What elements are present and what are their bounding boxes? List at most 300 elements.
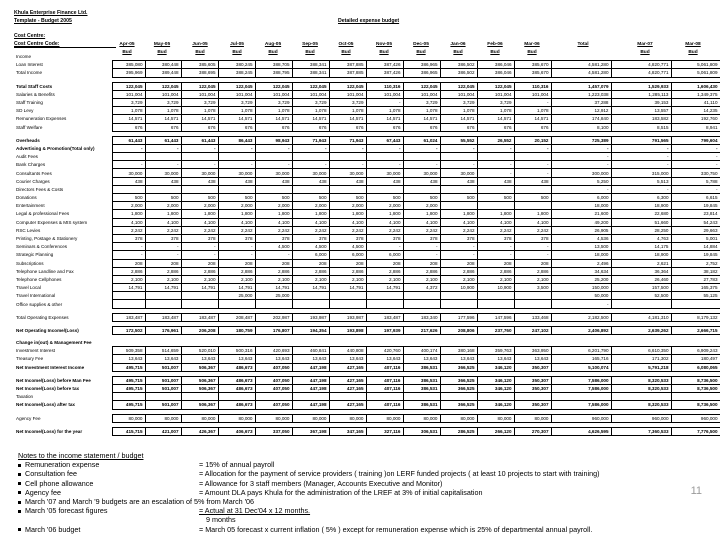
cell[interactable]: 346,120	[477, 401, 514, 409]
cell[interactable]: 206,208	[181, 326, 218, 334]
cell[interactable]: 208	[477, 259, 514, 267]
cell[interactable]	[255, 300, 292, 308]
cell[interactable]	[403, 300, 440, 308]
cell[interactable]: 509,358	[112, 347, 145, 355]
cell[interactable]: -	[611, 161, 671, 169]
cell[interactable]: 2,886	[329, 267, 366, 275]
cell[interactable]: 514,659	[145, 347, 181, 355]
cell[interactable]: -	[440, 144, 477, 152]
cell[interactable]: 8,736,500	[671, 401, 720, 409]
cell[interactable]: 386,531	[403, 384, 440, 392]
cell[interactable]: 71,943	[292, 136, 329, 144]
cell[interactable]: 380,245	[218, 61, 255, 69]
cell[interactable]: 1,078	[514, 107, 551, 115]
cell[interactable]: 122,045	[255, 82, 292, 90]
cell[interactable]: 2,000	[403, 202, 440, 210]
cell[interactable]: 407,116	[366, 384, 403, 392]
cell[interactable]	[514, 185, 551, 193]
cell[interactable]: 122,045	[181, 82, 218, 90]
cell[interactable]: 3,729	[218, 98, 255, 106]
cell[interactable]: 19,845	[671, 202, 720, 210]
cell[interactable]: -	[403, 144, 440, 152]
cell[interactable]: 350,307	[514, 376, 551, 384]
cell[interactable]: 1,078	[218, 107, 255, 115]
cell[interactable]: 101,004	[477, 90, 514, 98]
cell[interactable]: -	[255, 144, 292, 152]
cell[interactable]: 2,886	[218, 267, 255, 275]
cell[interactable]: 14,571	[255, 115, 292, 123]
cell[interactable]: 440,808	[329, 347, 366, 355]
cell[interactable]: 346,120	[477, 363, 514, 371]
cell[interactable]	[181, 393, 218, 401]
cell[interactable]: 386,531	[403, 401, 440, 409]
cell[interactable]: 6,000	[366, 251, 403, 259]
cell[interactable]: 2,000	[181, 202, 218, 210]
cell[interactable]: 8,941	[671, 123, 720, 131]
cell[interactable]: 2,406,892	[551, 326, 611, 334]
cell[interactable]: 407,050	[255, 376, 292, 384]
cell[interactable]: 10,900	[477, 284, 514, 292]
cell[interactable]: 2,242	[514, 226, 551, 234]
cell[interactable]: 80,000	[181, 414, 218, 422]
cell[interactable]: 1,078	[255, 107, 292, 115]
cell[interactable]	[329, 185, 366, 193]
cell[interactable]: 13,643	[181, 355, 218, 363]
cell[interactable]: 960,000	[551, 414, 611, 422]
cell[interactable]: 18,000	[551, 251, 611, 259]
cell[interactable]: 157,500	[611, 284, 671, 292]
cell[interactable]	[611, 300, 671, 308]
cell[interactable]: 676	[145, 123, 181, 131]
cell[interactable]: -	[671, 153, 720, 161]
cell[interactable]: 270,307	[514, 427, 551, 435]
cell[interactable]: 438	[145, 177, 181, 185]
cell[interactable]	[403, 185, 440, 193]
cell[interactable]: -	[145, 144, 181, 152]
cell[interactable]: 676	[292, 123, 329, 131]
cell[interactable]: 3,729	[329, 98, 366, 106]
cell[interactable]: 183,487	[145, 313, 181, 321]
cell[interactable]	[477, 202, 514, 210]
cell[interactable]: 438	[477, 177, 514, 185]
cell[interactable]: 101,004	[181, 90, 218, 98]
cell[interactable]: 14,571	[440, 115, 477, 123]
cell[interactable]: 2,242	[255, 226, 292, 234]
cell[interactable]	[514, 393, 551, 401]
cell[interactable]: 1,457,079	[551, 82, 611, 90]
cell[interactable]: 30,000	[440, 169, 477, 177]
cell[interactable]	[292, 292, 329, 300]
cell[interactable]: 378	[329, 234, 366, 242]
cell[interactable]: 378	[112, 234, 145, 242]
cell[interactable]: 13,643	[218, 355, 255, 363]
cell[interactable]: 122,045	[403, 82, 440, 90]
cell[interactable]: 13,643	[292, 355, 329, 363]
cell[interactable]: 6,080,065	[671, 363, 720, 371]
cell[interactable]: -	[255, 161, 292, 169]
cell[interactable]	[477, 153, 514, 161]
cell[interactable]: -	[181, 161, 218, 169]
cell[interactable]: -	[611, 153, 671, 161]
cell[interactable]: 3,729	[403, 98, 440, 106]
cell[interactable]: 1,078	[145, 107, 181, 115]
cell[interactable]: 80,000	[255, 414, 292, 422]
cell[interactable]: 4,100	[112, 218, 145, 226]
cell[interactable]: 2,242	[403, 226, 440, 234]
cell[interactable]: 346,120	[477, 376, 514, 384]
cell[interactable]: 22,680	[611, 210, 671, 218]
cell[interactable]: 385,605	[181, 61, 218, 69]
cell[interactable]: 4,820,771	[611, 61, 671, 69]
cell[interactable]: 1,800	[292, 210, 329, 218]
cell[interactable]: 2,100	[514, 275, 551, 283]
cell[interactable]: 3,500	[514, 284, 551, 292]
cell[interactable]: 486,673	[218, 363, 255, 371]
cell[interactable]: 2,100	[477, 275, 514, 283]
cell[interactable]: 2,000	[292, 202, 329, 210]
cell[interactable]: 4,763	[611, 234, 671, 242]
cell[interactable]: 438	[403, 177, 440, 185]
cell[interactable]: 122,045	[218, 82, 255, 90]
cell[interactable]: 2,621	[611, 259, 671, 267]
cell[interactable]: 4,100	[255, 218, 292, 226]
cell[interactable]: 286,525	[440, 427, 477, 435]
cell[interactable]: 438	[440, 177, 477, 185]
cell[interactable]: 61,443	[181, 136, 218, 144]
cell[interactable]: -	[112, 144, 145, 152]
cell[interactable]: 2,000	[255, 202, 292, 210]
cell[interactable]: 2,242	[292, 226, 329, 234]
cell[interactable]: 366,525	[440, 401, 477, 409]
cell[interactable]: 3,729	[145, 98, 181, 106]
cell[interactable]: 676	[218, 123, 255, 131]
cell[interactable]: 55,125	[671, 292, 720, 300]
cell[interactable]: 407,116	[366, 401, 403, 409]
cell[interactable]: 14,791	[366, 284, 403, 292]
cell[interactable]: 4,100	[366, 218, 403, 226]
cell[interactable]: -	[440, 243, 477, 251]
cell[interactable]: 180,497	[671, 355, 720, 363]
cell[interactable]: 1,800	[514, 210, 551, 218]
cell[interactable]: 13,500	[551, 243, 611, 251]
cell[interactable]: 407,050	[255, 384, 292, 392]
cell[interactable]: -	[440, 161, 477, 169]
cell[interactable]: 1,800	[366, 210, 403, 218]
cell[interactable]: 447,198	[292, 384, 329, 392]
cell[interactable]: 350,307	[514, 401, 551, 409]
cell[interactable]	[477, 300, 514, 308]
cell[interactable]: 8,320,533	[611, 384, 671, 392]
cell[interactable]: 14,571	[514, 115, 551, 123]
cell[interactable]: 14,791	[292, 284, 329, 292]
cell[interactable]: 438	[366, 177, 403, 185]
cell[interactable]: 29,663	[671, 226, 720, 234]
cell[interactable]: 2,100	[181, 275, 218, 283]
cell[interactable]: 14,884	[671, 243, 720, 251]
cell[interactable]	[514, 292, 551, 300]
cell[interactable]: 520,010	[181, 347, 218, 355]
cell[interactable]: 378	[477, 234, 514, 242]
cell[interactable]: 420,693	[255, 347, 292, 355]
cell[interactable]: 2,886	[145, 267, 181, 275]
cell[interactable]: 495,715	[112, 401, 145, 409]
cell[interactable]: 4,372	[403, 284, 440, 292]
cell[interactable]: 387,885	[329, 61, 366, 69]
cell[interactable]: 133,468	[514, 313, 551, 321]
cell[interactable]: 6,000	[292, 251, 329, 259]
cell[interactable]: 366,525	[440, 376, 477, 384]
cell[interactable]: 1,078	[477, 107, 514, 115]
cell[interactable]: 101,004	[218, 90, 255, 98]
cell[interactable]: 1,078	[112, 107, 145, 115]
cell[interactable]: 51,660	[611, 218, 671, 226]
cell[interactable]: 4,500	[292, 243, 329, 251]
cell[interactable]: 67,443	[366, 136, 403, 144]
cell[interactable]: 101,004	[403, 90, 440, 98]
cell[interactable]: 1,800	[218, 210, 255, 218]
cell[interactable]: 208	[255, 259, 292, 267]
cell[interactable]: 14,571	[366, 115, 403, 123]
cell[interactable]: 676	[366, 123, 403, 131]
cell[interactable]	[218, 153, 255, 161]
cell[interactable]: 101,004	[329, 90, 366, 98]
cell[interactable]: 30,000	[255, 169, 292, 177]
cell[interactable]: 1,223,038	[551, 90, 611, 98]
cell[interactable]: 438	[514, 177, 551, 185]
cell[interactable]: 25,000	[218, 292, 255, 300]
cell[interactable]: 2,242	[440, 226, 477, 234]
cell[interactable]: 237,760	[477, 326, 514, 334]
cell[interactable]: 172,502	[112, 326, 145, 334]
cell[interactable]: 385,080	[112, 61, 145, 69]
cell[interactable]: 378	[366, 234, 403, 242]
cell[interactable]: 80,000	[403, 414, 440, 422]
cell[interactable]: 14,791	[255, 284, 292, 292]
cell[interactable]	[329, 393, 366, 401]
cell[interactable]: 176,807	[255, 326, 292, 334]
cell[interactable]: 28,250	[611, 226, 671, 234]
cell[interactable]: -	[366, 243, 403, 251]
cell[interactable]: 506,367	[181, 363, 218, 371]
cell[interactable]: -	[181, 243, 218, 251]
cell[interactable]: 386,502	[440, 69, 477, 77]
cell[interactable]: 386,502	[440, 61, 477, 69]
cell[interactable]: -	[551, 300, 611, 308]
cell[interactable]	[477, 185, 514, 193]
cell[interactable]	[255, 185, 292, 193]
cell[interactable]: 500	[145, 194, 181, 202]
cell[interactable]: 30,000	[218, 169, 255, 177]
cell[interactable]: 4,820,771	[611, 69, 671, 77]
cell[interactable]: 447,198	[292, 376, 329, 384]
cell[interactable]: 500	[403, 194, 440, 202]
cell[interactable]: 52,500	[611, 292, 671, 300]
cell[interactable]: 500	[292, 194, 329, 202]
cell[interactable]: -	[551, 153, 611, 161]
cell[interactable]: -	[671, 144, 720, 152]
cell[interactable]: -	[292, 144, 329, 152]
cell[interactable]: 2,100	[329, 275, 366, 283]
cell[interactable]: 388,341	[292, 69, 329, 77]
cell[interactable]: 676	[403, 123, 440, 131]
cell[interactable]: 400,174	[403, 347, 440, 355]
cell[interactable]: -	[671, 185, 720, 193]
cell[interactable]: -	[218, 144, 255, 152]
cell[interactable]: -	[112, 243, 145, 251]
cell[interactable]: -	[181, 251, 218, 259]
cell[interactable]: 80,000	[440, 414, 477, 422]
cell[interactable]	[440, 300, 477, 308]
cell[interactable]: 2,242	[329, 226, 366, 234]
cell[interactable]: 208	[218, 259, 255, 267]
cell[interactable]: 1,800	[403, 210, 440, 218]
cell[interactable]: -	[671, 161, 720, 169]
cell[interactable]: 385,670	[514, 61, 551, 69]
cell[interactable]: 98,943	[255, 136, 292, 144]
cell[interactable]: -	[366, 144, 403, 152]
cell[interactable]: 7,586,000	[551, 384, 611, 392]
cell[interactable]: 4,100	[292, 218, 329, 226]
cell[interactable]	[218, 300, 255, 308]
cell[interactable]: 2,100	[145, 275, 181, 283]
cell[interactable]	[145, 185, 181, 193]
cell[interactable]: 3,729	[292, 98, 329, 106]
cell[interactable]: 5,791,218	[611, 363, 671, 371]
cell[interactable]: 13,643	[366, 355, 403, 363]
cell[interactable]: 447,198	[292, 363, 329, 371]
cell[interactable]: 30,000	[112, 169, 145, 177]
cell[interactable]: 2,000	[112, 202, 145, 210]
cell[interactable]: 2,886	[440, 267, 477, 275]
cell[interactable]	[403, 292, 440, 300]
cell[interactable]: 506,367	[181, 384, 218, 392]
cell[interactable]: 30,000	[366, 169, 403, 177]
cell[interactable]: 25,200	[551, 275, 611, 283]
cell[interactable]: 366,525	[440, 363, 477, 371]
cell[interactable]: 192,760	[671, 115, 720, 123]
cell[interactable]	[366, 300, 403, 308]
cell[interactable]: 5,001	[671, 234, 720, 242]
cell[interactable]: 30,000	[292, 169, 329, 177]
cell[interactable]: 14,791	[218, 284, 255, 292]
cell[interactable]: 421,007	[145, 427, 181, 435]
cell[interactable]: 30,000	[329, 169, 366, 177]
cell[interactable]: 4,100	[514, 218, 551, 226]
cell[interactable]: 165,375	[671, 284, 720, 292]
cell[interactable]: 71,943	[329, 136, 366, 144]
cell[interactable]: 5,250	[551, 177, 611, 185]
cell[interactable]: 208	[514, 259, 551, 267]
cell[interactable]: -	[112, 161, 145, 169]
cell[interactable]: 960,000	[611, 414, 671, 422]
cell[interactable]: 500	[366, 194, 403, 202]
cell[interactable]: 2,000	[366, 202, 403, 210]
cell[interactable]: 183,582	[611, 115, 671, 123]
cell[interactable]: 208	[403, 259, 440, 267]
cell[interactable]: 3,729	[181, 98, 218, 106]
cell[interactable]: 14,571	[477, 115, 514, 123]
cell[interactable]: 395,969	[112, 69, 145, 77]
cell[interactable]: -	[218, 243, 255, 251]
cell[interactable]	[514, 300, 551, 308]
cell[interactable]: 101,004	[145, 90, 181, 98]
cell[interactable]: 4,626,595	[551, 427, 611, 435]
cell[interactable]: 407,050	[255, 363, 292, 371]
cell[interactable]: 2,000	[329, 202, 366, 210]
cell[interactable]: 725,389	[551, 136, 611, 144]
cell[interactable]: 183,487	[112, 313, 145, 321]
cell[interactable]: 80,000	[366, 414, 403, 422]
cell[interactable]: 13,643	[112, 355, 145, 363]
cell[interactable]: 2,886	[514, 267, 551, 275]
cell[interactable]: -	[611, 144, 671, 152]
cell[interactable]: 25,000	[255, 292, 292, 300]
cell[interactable]: 378	[145, 234, 181, 242]
cell[interactable]: 407,116	[366, 363, 403, 371]
cell[interactable]: 110,316	[366, 82, 403, 90]
cell[interactable]: 438	[181, 177, 218, 185]
cell[interactable]: 21,600	[551, 210, 611, 218]
cell[interactable]: 39,153	[611, 98, 671, 106]
cell[interactable]: 6,909,243	[671, 347, 720, 355]
cell[interactable]: 7,586,000	[551, 401, 611, 409]
cell[interactable]: -	[366, 98, 403, 106]
cell[interactable]: -	[218, 161, 255, 169]
cell[interactable]: 1,529,933	[611, 82, 671, 90]
cell[interactable]: 193,898	[329, 326, 366, 334]
cell[interactable]: 14,791	[329, 284, 366, 292]
cell[interactable]: 3,729	[255, 98, 292, 106]
cell[interactable]: 386,965	[403, 61, 440, 69]
cell[interactable]: 8,736,500	[671, 376, 720, 384]
cell[interactable]	[329, 300, 366, 308]
cell[interactable]: 266,120	[477, 427, 514, 435]
cell[interactable]: 386,531	[403, 376, 440, 384]
cell[interactable]: 387,426	[366, 69, 403, 77]
cell[interactable]: 4,100	[329, 218, 366, 226]
cell[interactable]: 13,643	[403, 355, 440, 363]
cell[interactable]: 438	[292, 177, 329, 185]
cell[interactable]: 122,045	[329, 82, 366, 90]
cell[interactable]	[218, 185, 255, 193]
cell[interactable]: 183,487	[181, 313, 218, 321]
cell[interactable]: 208	[292, 259, 329, 267]
cell[interactable]: 14,791	[112, 284, 145, 292]
cell[interactable]: 14,571	[145, 115, 181, 123]
cell[interactable]: 13,643	[145, 355, 181, 363]
cell[interactable]: 676	[477, 123, 514, 131]
cell[interactable]: -	[403, 251, 440, 259]
cell[interactable]: 1,606,430	[671, 82, 720, 90]
cell[interactable]: -	[329, 161, 366, 169]
cell[interactable]: 122,045	[292, 82, 329, 90]
cell[interactable]: 174,840	[551, 115, 611, 123]
cell[interactable]: 34,634	[551, 267, 611, 275]
cell[interactable]: 378	[181, 234, 218, 242]
cell[interactable]	[403, 153, 440, 161]
cell[interactable]: 8,320,533	[611, 376, 671, 384]
cell[interactable]: 2,242	[366, 226, 403, 234]
cell[interactable]: -	[551, 161, 611, 169]
cell[interactable]: 4,181,310	[611, 313, 671, 321]
cell[interactable]: 101,004	[292, 90, 329, 98]
cell[interactable]: 2,100	[112, 275, 145, 283]
cell[interactable]: 18,900	[611, 251, 671, 259]
cell[interactable]: 427,165	[329, 376, 366, 384]
cell[interactable]: 495,715	[112, 384, 145, 392]
cell[interactable]: 14,791	[181, 284, 218, 292]
cell[interactable]: 5,061,809	[671, 69, 720, 77]
